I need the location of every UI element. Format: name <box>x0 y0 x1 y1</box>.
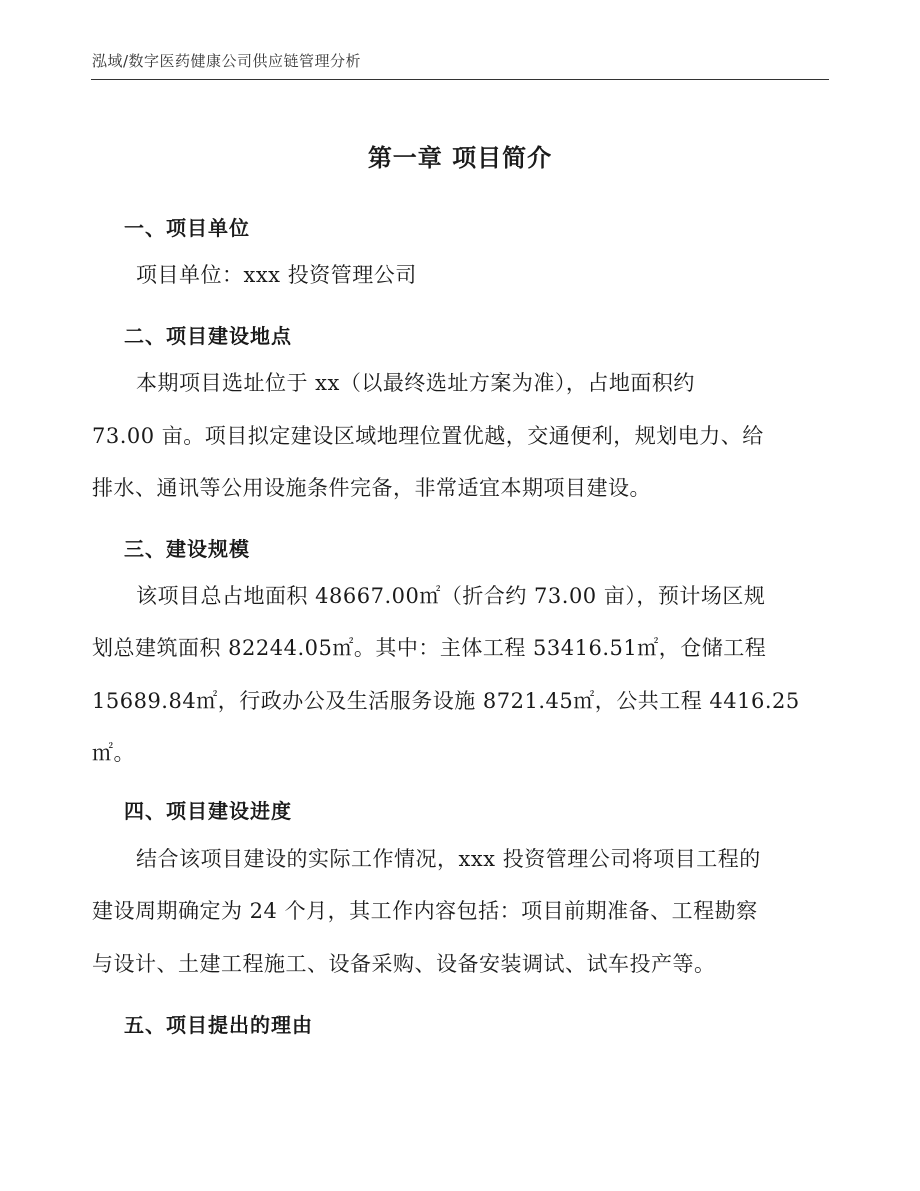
paragraph-line: 与设计、土建工程施工、设备采购、设备安装调试、试车投产等。 <box>92 952 716 976</box>
section-heading-rationale: 五、项目提出的理由 <box>124 1013 313 1037</box>
section-heading-project-unit: 一、项目单位 <box>124 216 250 240</box>
paragraph-line: 项目单位：xxx 投资管理公司 <box>136 263 417 287</box>
section-heading-site: 二、项目建设地点 <box>124 324 292 348</box>
chapter-title: 第一章 项目简介 <box>367 143 553 172</box>
paragraph-line: 本期项目选址位于 xx（以最终选址方案为准），占地面积约 <box>136 371 695 395</box>
paragraph-line: 该项目总占地面积 48667.00㎡（折合约 73.00 亩），预计场区规 <box>136 584 766 608</box>
section-heading-scale: 三、建设规模 <box>124 537 250 561</box>
header-rule <box>91 79 829 80</box>
paragraph-line: ㎡。 <box>92 741 135 765</box>
paragraph-line: 划总建筑面积 82244.05㎡。其中：主体工程 53416.51㎡，仓储工程 <box>92 636 767 660</box>
paragraph-line: 排水、通讯等公用设施条件完备，非常适宜本期项目建设。 <box>92 476 651 500</box>
paragraph-line: 结合该项目建设的实际工作情况，xxx 投资管理公司将项目工程的 <box>136 847 761 871</box>
running-header: 泓域/数字医药健康公司供应链管理分析 <box>92 52 362 70</box>
paragraph-line: 15689.84㎡，行政办公及生活服务设施 8721.45㎡，公共工程 4416.25 <box>92 689 800 713</box>
paragraph-line: 73.00 亩。项目拟定建设区域地理位置优越，交通便利，规划电力、给 <box>92 424 764 448</box>
section-heading-schedule: 四、项目建设进度 <box>124 799 292 823</box>
paragraph-line: 建设周期确定为 24 个月，其工作内容包括：项目前期准备、工程勘察 <box>92 899 758 923</box>
